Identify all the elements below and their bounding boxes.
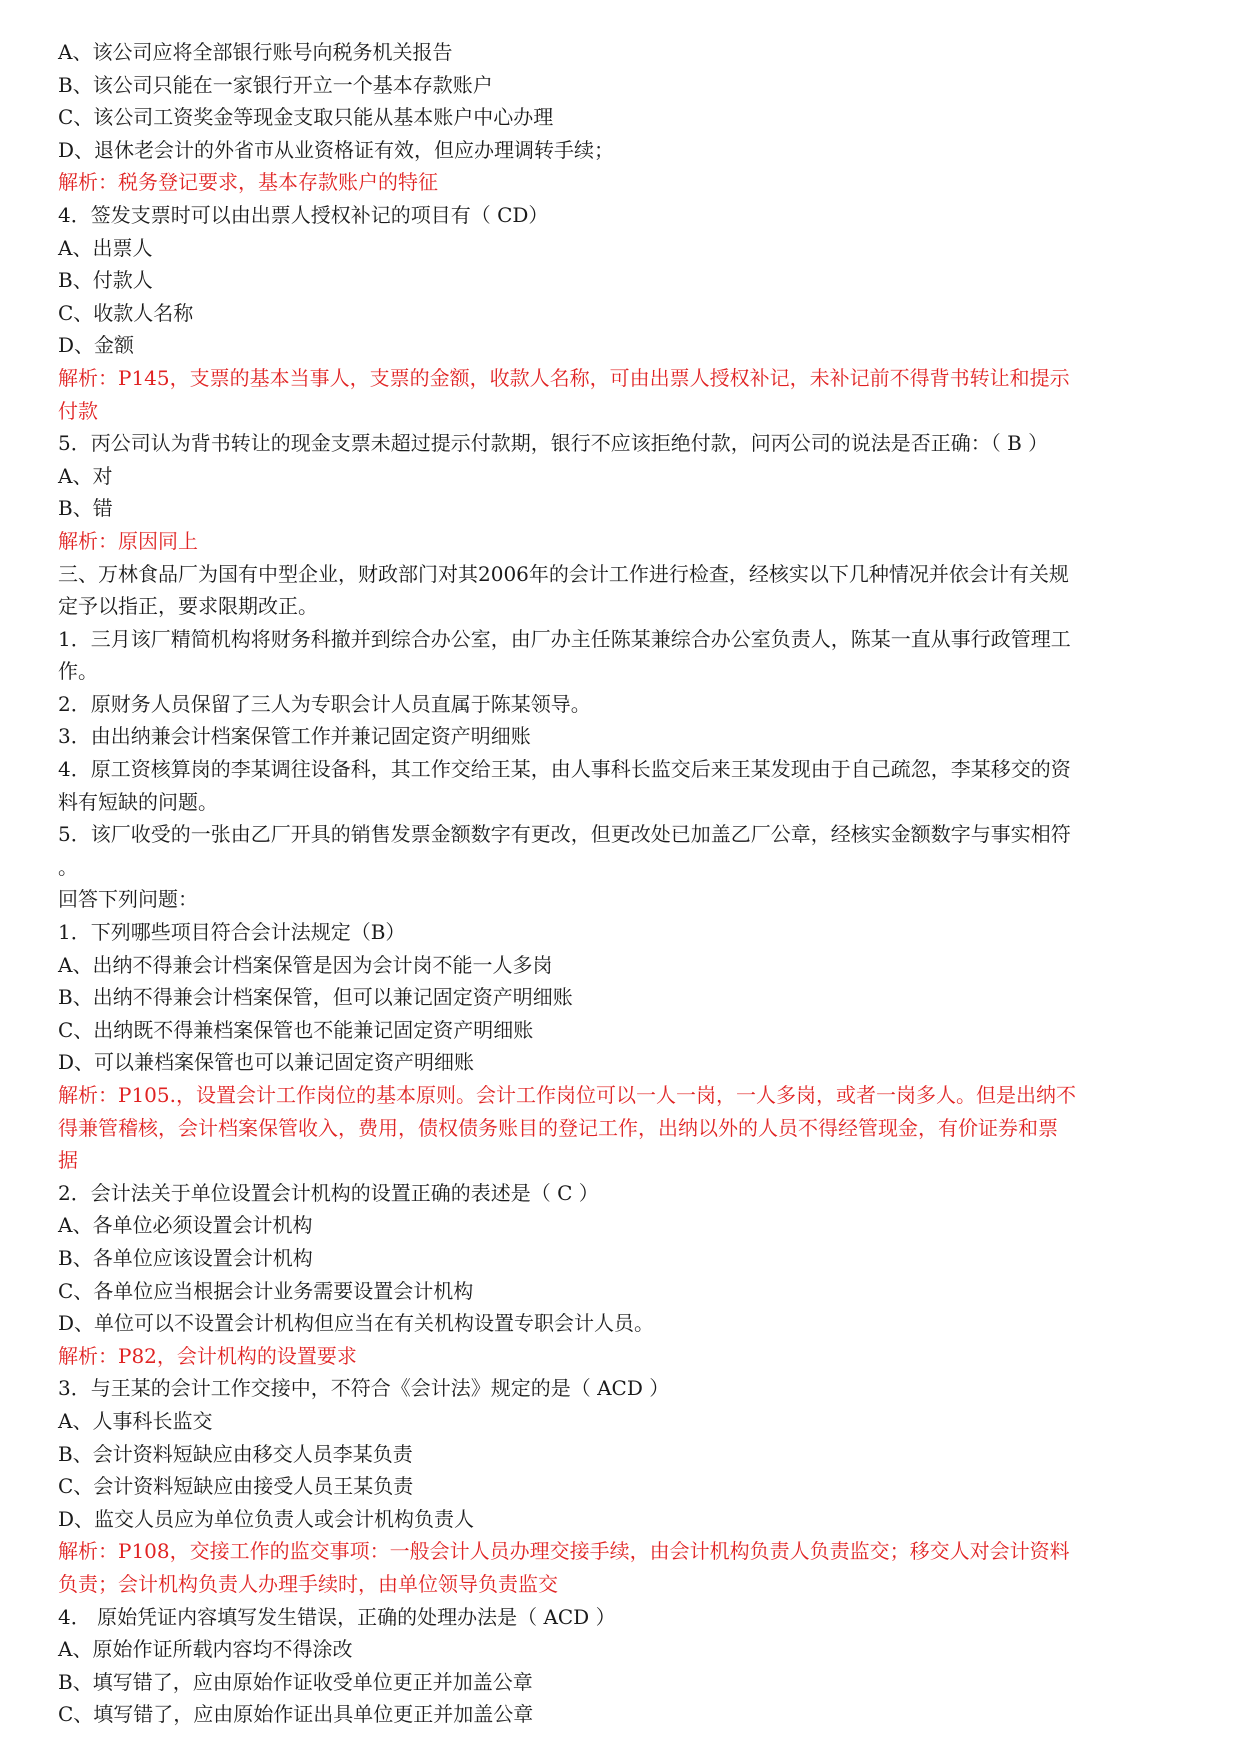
text-line: 。 bbox=[58, 854, 78, 879]
text-line: C、会计资料短缺应由接受人员王某负责 bbox=[58, 1474, 414, 1499]
analysis-line: 解析：原因同上 bbox=[58, 528, 198, 553]
text-line: 3．由出纳兼会计档案保管工作并兼记固定资产明细账 bbox=[58, 724, 531, 749]
text-line: 1．下列哪些项目符合会计法规定（B） bbox=[58, 920, 406, 945]
text-line: 5．该厂收受的一张由乙厂开具的销售发票金额数字有更改，但更改处已加盖乙厂公章，经核实金额数字与事实相符 bbox=[58, 822, 1071, 847]
text-line: C、收款人名称 bbox=[58, 300, 194, 325]
text-line: A、出纳不得兼会计档案保管是因为会计岗不能一人多岗 bbox=[58, 952, 553, 977]
analysis-line: 得兼管稽核，会计档案保管收入，费用，债权债务账目的登记工作，出纳以外的人员不得经管现金，有价证券和票 bbox=[58, 1115, 1058, 1140]
analysis-line: 解析：P145，支票的基本当事人，支票的金额，收款人名称，可由出票人授权补记，未补记前不得背书转让和提示 bbox=[58, 365, 1070, 390]
text-line: A、各单位必须设置会计机构 bbox=[58, 1213, 313, 1238]
analysis-line: 解析：税务登记要求，基本存款账户的特征 bbox=[58, 170, 438, 195]
text-line: B、填写错了，应由原始作证收受单位更正并加盖公章 bbox=[58, 1669, 533, 1694]
text-line: D、金额 bbox=[58, 333, 135, 358]
text-line: B、会计资料短缺应由移交人员李某负责 bbox=[58, 1441, 413, 1466]
text-line: D、退休老会计的外省市从业资格证有效，但应办理调转手续； bbox=[58, 137, 615, 162]
text-line: C、各单位应当根据会计业务需要设置会计机构 bbox=[58, 1278, 474, 1303]
analysis-line: 解析：P108，交接工作的监交事项：一般会计人员办理交接手续，由会计机构负责人负责监交；移交人对会计资料 bbox=[58, 1539, 1070, 1564]
text-line: 定予以指正，要求限期改正。 bbox=[58, 594, 318, 619]
text-line: 2．会计法关于单位设置会计机构的设置正确的表述是（ C ） bbox=[58, 1180, 599, 1205]
text-line: 三、万林食品厂为国有中型企业，财政部门对其2006年的会计工作进行检查，经核实以下几种情况并依会计有关规 bbox=[58, 561, 1069, 586]
text-line: B、该公司只能在一家银行开立一个基本存款账户 bbox=[58, 72, 493, 97]
text-line: 回答下列问题： bbox=[58, 887, 198, 912]
text-line: C、出纳既不得兼档案保管也不能兼记固定资产明细账 bbox=[58, 1017, 534, 1042]
text-line: B、付款人 bbox=[58, 268, 153, 293]
text-line: D、可以兼档案保管也可以兼记固定资产明细账 bbox=[58, 1050, 475, 1075]
text-line: 4．签发支票时可以由出票人授权补记的项目有（ CD） bbox=[58, 202, 549, 227]
text-line: D、单位可以不设置会计机构但应当在有关机构设置专职会计人员。 bbox=[58, 1311, 655, 1336]
text-line: 2．原财务人员保留了三人为专职会计人员直属于陈某领导。 bbox=[58, 691, 591, 716]
text-line: 3．与王某的会计工作交接中，不符合《会计法》规定的是（ ACD ） bbox=[58, 1376, 670, 1401]
text-line: A、对 bbox=[58, 463, 113, 488]
text-line: B、各单位应该设置会计机构 bbox=[58, 1245, 313, 1270]
text-line: B、出纳不得兼会计档案保管，但可以兼记固定资产明细账 bbox=[58, 985, 573, 1010]
text-line: 1．三月该厂精简机构将财务科撤并到综合办公室，由厂办主任陈某兼综合办公室负责人，陈某一直从事行政管理工 bbox=[58, 626, 1071, 651]
text-line: A、该公司应将全部银行账号向税务机关报告 bbox=[58, 40, 453, 64]
text-line: 5．丙公司认为背书转让的现金支票未超过提示付款期，银行不应该拒绝付款，问丙公司的说法是否正确：（ B ） bbox=[58, 431, 1049, 456]
analysis-line: 付款 bbox=[58, 398, 98, 423]
text-line: 作。 bbox=[58, 659, 98, 684]
text-line: C、该公司工资奖金等现金支取只能从基本账户中心办理 bbox=[58, 105, 554, 130]
text-line: A、人事科长监交 bbox=[58, 1408, 213, 1433]
document-page bbox=[58, 36, 1183, 1731]
text-line: A、出票人 bbox=[58, 235, 153, 260]
analysis-line: 负责；会计机构负责人办理手续时，由单位领导负责监交 bbox=[58, 1571, 558, 1596]
analysis-line: 解析：P105.，设置会计工作岗位的基本原则。会计工作岗位可以一人一岗，一人多岗，或者一岗多人。但是出纳不 bbox=[58, 1083, 1076, 1107]
analysis-line: 据 bbox=[58, 1148, 78, 1173]
text-line: D、监交人员应为单位负责人或会计机构负责人 bbox=[58, 1506, 475, 1531]
text-line: A、原始作证所载内容均不得涂改 bbox=[58, 1637, 353, 1662]
text-line: 4．原工资核算岗的李某调往设备科，其工作交给王某，由人事科长监交后来王某发现由于自己疏忽，李某移交的资 bbox=[58, 757, 1071, 782]
text-line: C、填写错了，应由原始作证出具单位更正并加盖公章 bbox=[58, 1702, 534, 1727]
analysis-line: 解析：P82，会计机构的设置要求 bbox=[58, 1343, 357, 1368]
text-line: B、错 bbox=[58, 496, 113, 521]
text-line: 料有短缺的问题。 bbox=[58, 789, 218, 814]
text-line: 4． 原始凭证内容填写发生错误，正确的处理办法是（ ACD ） bbox=[58, 1604, 616, 1629]
